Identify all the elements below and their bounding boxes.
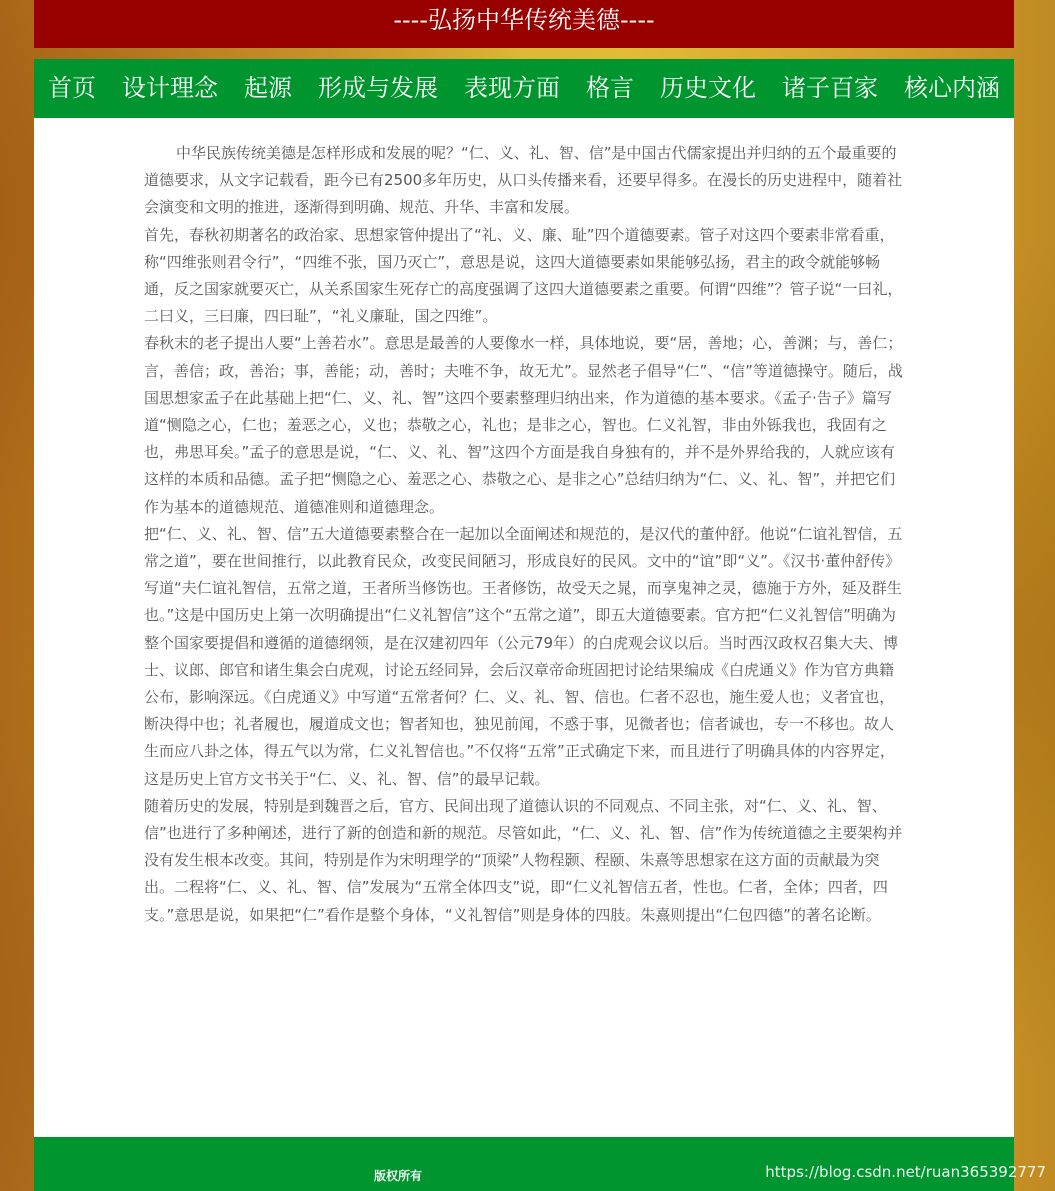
site-banner <box>34 0 1014 48</box>
nav-item-history-culture[interactable]: 历史文化 <box>660 74 756 102</box>
nav-item-maxims[interactable]: 格言 <box>586 74 634 102</box>
source-watermark: https://blog.csdn.net/ruan365392777 <box>765 1163 1046 1181</box>
nav-item-manifestations[interactable]: 表现方面 <box>464 74 560 102</box>
main-nav <box>34 59 1014 118</box>
nav-item-origin[interactable]: 起源 <box>244 74 292 102</box>
article-paragraph: 随着历史的发展，特别是到魏晋之后，官方、民间出现了道德认识的不同观点、不同主张，对“仁、义、礼、智、信”也进行了多种阐述，进行了新的创造和新的规范。尽管如此，“仁、义、礼、智、信”作为传统道德之主要架构并没有发生根本改变。其间，特别是作为宋明理学的“顶梁”人物程颢、程颐、朱熹等思想家在这方面的贡献最为突出。二程将“仁、义、礼、智、信”发展为“五常全体四支”说，即“仁义礼智信五者，性也。仁者，全体；四者，四支。”意思是说，如果把“仁”看作是整个身体，“义礼智信”则是身体的四肢。朱熹则提出“仁包四德”的著名论断。 <box>144 796 903 924</box>
nav-item-formation-development[interactable]: 形成与发展 <box>318 74 438 102</box>
nav-item-hundred-schools[interactable]: 诸子百家 <box>782 74 878 102</box>
nav-item-design-concept[interactable]: 设计理念 <box>122 74 218 102</box>
article-paragraph: 中华民族传统美德是怎样形成和发展的呢？“仁、义、礼、智、信”是中国古代儒家提出并归纳的五个最重要的道德要求，从文字记载看，距今已有2500多年历史，从口头传播来看，还要早得多。在漫长的历史进程中，随着社会演变和文明的推进，逐渐得到明确、规范、升华、丰富和发展。 <box>144 144 903 217</box>
copyright-text: 版权所有 <box>374 1169 423 1183</box>
article-body <box>144 140 904 929</box>
content-area <box>34 118 1014 1137</box>
site-title: ----弘扬中华传统美德---- <box>393 6 655 34</box>
nav-item-home[interactable]: 首页 <box>48 74 96 102</box>
article-paragraph: 把“仁、义、礼、智、信”五大道德要素整合在一起加以全面阐述和规范的，是汉代的董仲舒。他说“仁谊礼智信，五常之道”，要在世间推行，以此教育民众，改变民间陋习，形成良好的民风。文中的“谊”即“义”。《汉书·董仲舒传》写道“夫仁谊礼智信，五常之道，王者所当修饬也。王者修饬，故受天之晁，而享鬼神之灵，德施于方外，延及群生也。”这是中国历史上第一次明确提出“仁义礼智信”这个“五常之道”，即五大道德要素。官方把“仁义礼智信”明确为整个国家要提倡和遵循的道德纲领，是在汉建初四年（公元79年）的白虎观会议以后。当时西汉政权召集大夫、博士、议郎、郎官和诸生集会白虎观，讨论五经同异，会后汉章帝命班固把讨论结果编成《白虎通义》作为官方典籍公布，影响深远。《白虎通义》中写道“五常者何？仁、义、礼、智、信也。仁者不忍也，施生爱人也；义者宜也，断决得中也；礼者履也，履道成文也；智者知也，独见前闻，不惑于事，见微者也；信者诚也，专一不移也。故人生而应八卦之体，得五气以为常，仁义礼智信也。”不仅将“五常”正式确定下来，而且进行了明确具体的内容界定，这是历史上官方文书关于“仁、义、礼、智、信”的最早记载。 <box>144 524 903 788</box>
nav-item-core-connotation[interactable]: 核心内涵 <box>904 74 1000 102</box>
article-paragraph: 首先，春秋初期著名的政治家、思想家管仲提出了“礼、义、廉、耻”四个道德要素。管子对这四个要素非常看重，称“四维张则君令行”，“四维不张，国乃灭亡”，意思是说，这四大道德要素如果能够弘扬，君主的政令就能够畅通，反之国家就要灭亡，从关系国家生死存亡的高度强调了这四大道德要素之重要。何谓“四维”？管子说“一曰礼，二曰义，三曰廉，四曰耻”，“礼义廉耻，国之四维”。 <box>144 225 903 326</box>
article-paragraph: 春秋末的老子提出人要“上善若水”。意思是最善的人要像水一样，具体地说，要“居，善地；心，善渊；与，善仁；言，善信；政，善治；事，善能；动，善时；夫唯不争，故无尤”。显然老子倡导“仁”、“信”等道德操守。随后，战国思想家孟子在此基础上把“仁、义、礼、智”这四个要素整理归纳出来，作为道德的基本要求。《孟子·告子》篇写道“恻隐之心，仁也；羞恶之心，义也；恭敬之心，礼也；是非之心，智也。仁义礼智，非由外铄我也，我固有之也，弗思耳矣。”孟子的意思是说，“仁、义、礼、智”这四个方面是我自身独有的，并不是外界给我的，人就应该有这样的本质和品德。孟子把“恻隐之心、羞恶之心、恭敬之心、是非之心”总结归纳为“仁、义、礼、智”，并把它们作为基本的道德规范、道德准则和道德理念。 <box>144 334 903 516</box>
